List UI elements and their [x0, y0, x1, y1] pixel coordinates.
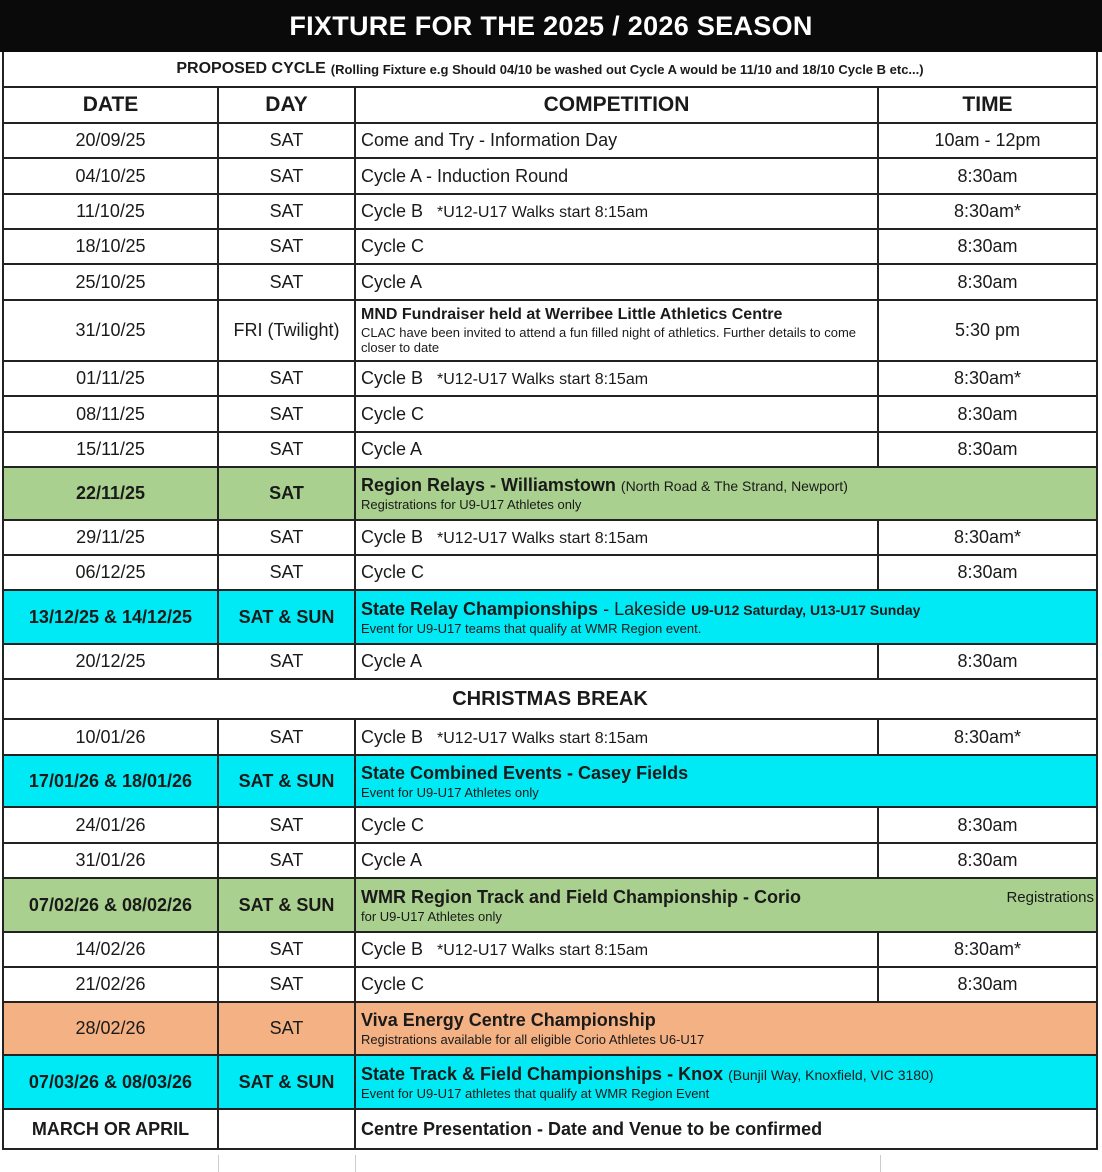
row-competition: [356, 933, 879, 966]
fixture-table: [2, 52, 1098, 1150]
row-competition: [356, 720, 879, 754]
competition-name: MND Fundraiser held at Werribee Little Athletics Centre: [361, 306, 783, 323]
competition-name: WMR Region Track and Field Championship - Corio: [361, 886, 802, 907]
walk-note: *U12-U17 Walks start 8:15am: [437, 729, 649, 747]
row-competition: [356, 195, 879, 228]
row-time: 8:30am: [957, 850, 1018, 870]
row-day: SAT: [219, 968, 356, 1001]
row-day: SAT & SUN: [219, 756, 356, 806]
row-competition: [356, 159, 879, 193]
row-date: 01/11/25: [4, 362, 219, 395]
row-day: SAT: [219, 844, 356, 877]
row-day: SAT: [219, 933, 356, 966]
competition-details: for U9-U17 Athletes only: [361, 908, 502, 924]
competition-name: Cycle A: [361, 850, 423, 870]
row-competition: [356, 844, 879, 877]
row-day: SAT: [219, 159, 356, 193]
row-date: 10/01/26: [4, 720, 219, 754]
competition-name: State Track & Field Championships - Knox: [361, 1063, 724, 1084]
competition-name: Cycle B: [361, 726, 424, 747]
cycle-note-detail: (Rolling Fixture e.g Should 04/10 be washed out Cycle A would be 11/10 and 18/10 Cycle B etc...): [330, 61, 924, 77]
walk-note: *U12-U17 Walks start 8:15am: [437, 530, 649, 547]
row-competition: [356, 468, 1096, 519]
competition-name: Cycle B: [361, 527, 424, 547]
table-row: [4, 968, 1096, 1003]
competition-name: Cycle A - Induction Round: [361, 165, 569, 186]
row-date: MARCH OR APRIL: [4, 1110, 219, 1148]
row-date: 17/01/26 & 18/01/26: [4, 756, 219, 806]
row-day: SAT: [219, 124, 356, 157]
header-row: [4, 88, 1096, 124]
table-row: [4, 362, 1096, 397]
row-day: FRI (Twilight): [219, 301, 356, 360]
row-time: 5:30 pm: [954, 320, 1021, 340]
row-competition: [356, 397, 879, 431]
registrations-note: Registrations: [1006, 889, 1094, 906]
competition-location: - Lakeside: [603, 598, 687, 619]
table-row: [4, 645, 1096, 680]
row-competition: [356, 230, 879, 263]
row-competition: [356, 556, 879, 589]
row-competition: [356, 521, 879, 554]
christmas-break: CHRISTMAS BREAK: [4, 680, 1096, 720]
row-date: 24/01/26: [4, 808, 219, 842]
competition-name: Cycle B: [361, 368, 424, 388]
row-time: 8:30am: [957, 562, 1018, 582]
table-row: [4, 468, 1096, 521]
row-time: 10am - 12pm: [934, 130, 1041, 150]
row-day: SAT: [219, 645, 356, 678]
row-date: 20/12/25: [4, 645, 219, 678]
row-date: 22/11/25: [4, 468, 219, 519]
row-date: 28/02/26: [4, 1003, 219, 1054]
row-competition: [356, 1110, 1096, 1148]
table-row: [4, 1003, 1096, 1056]
row-day: SAT & SUN: [219, 1056, 356, 1108]
row-date: 06/12/25: [4, 556, 219, 589]
table-row: [4, 159, 1096, 195]
competition-details: Registrations for U9-U17 Athletes only: [361, 497, 582, 512]
competition-details: Event for U9-U17 teams that qualify at WMR Region event.: [361, 620, 702, 636]
row-competition: [356, 124, 879, 157]
table-row: [4, 124, 1096, 159]
row-date: 21/02/26: [4, 968, 219, 1001]
row-day: SAT: [219, 397, 356, 431]
competition-name: Region Relays - Williamstown: [361, 475, 616, 495]
row-date: 29/11/25: [4, 521, 219, 554]
row-time: 8:30am: [957, 439, 1018, 459]
header-time: TIME: [962, 93, 1013, 116]
competition-name: Cycle C: [361, 814, 425, 835]
competition-name: Cycle A: [361, 439, 423, 459]
row-day: SAT: [219, 720, 356, 754]
row-time: 8:30am*: [953, 368, 1022, 388]
row-day: SAT: [219, 230, 356, 263]
table-row: [4, 556, 1096, 591]
competition-details: CLAC have been invited to attend a fun filled night of athletics. Further details to come closer to date: [361, 325, 857, 355]
competition-details: Registrations available for all eligible Corio Athletes U6-U17: [361, 1032, 705, 1047]
table-row: [4, 1056, 1096, 1110]
row-time: 8:30am: [957, 236, 1018, 256]
row-date: 25/10/25: [4, 265, 219, 299]
row-date: 14/02/26: [4, 933, 219, 966]
table-row: [4, 230, 1096, 265]
row-date: 18/10/25: [4, 230, 219, 263]
row-competition: [356, 808, 879, 842]
header-competition: COMPETITION: [356, 88, 879, 122]
table-row: [4, 301, 1096, 362]
row-competition: [356, 756, 1096, 806]
table-row: [4, 397, 1096, 433]
row-date: 13/12/25 & 14/12/25: [4, 591, 219, 643]
row-time: 8:30am: [957, 165, 1018, 186]
table-row: [4, 808, 1096, 844]
row-time: 8:30am: [957, 651, 1018, 671]
row-day: SAT: [219, 468, 356, 519]
row-day: SAT: [219, 808, 356, 842]
row-time: 8:30am*: [953, 527, 1022, 547]
row-day: SAT: [219, 556, 356, 589]
row-day: SAT: [219, 265, 356, 299]
table-row: [4, 265, 1096, 301]
row-day: SAT: [219, 433, 356, 466]
row-date: 07/02/26 & 08/02/26: [4, 879, 219, 931]
row-time: 8:30am: [957, 814, 1018, 835]
competition-name: Come and Try - Information Day: [361, 130, 618, 150]
table-footer-edge: [0, 1155, 1102, 1172]
walk-note: *U12-U17 Walks start 8:15am: [437, 204, 649, 221]
row-day: SAT & SUN: [219, 591, 356, 643]
table-row: [4, 844, 1096, 879]
table-row: [4, 433, 1096, 468]
row-date: 11/10/25: [4, 195, 219, 228]
row-competition: [356, 265, 879, 299]
row-competition: [356, 362, 879, 395]
competition-location: (North Road & The Strand, Newport): [620, 478, 848, 494]
row-competition: [356, 645, 879, 678]
page-title: FIXTURE FOR THE 2025 / 2026 SEASON: [0, 0, 1102, 52]
competition-schedule: U9-U12 Saturday, U13-U17 Sunday: [691, 601, 921, 618]
table-row: [4, 720, 1096, 756]
competition-name: State Combined Events - Casey Fields: [361, 762, 689, 783]
competition-name: Cycle B: [361, 201, 424, 221]
row-competition: [356, 301, 879, 360]
walk-note: *U12-U17 Walks start 8:15am: [437, 942, 649, 959]
table-row: [4, 591, 1096, 645]
row-date: 07/03/26 & 08/03/26: [4, 1056, 219, 1108]
row-competition: [356, 968, 879, 1001]
row-day: SAT: [219, 362, 356, 395]
header-day: DAY: [219, 88, 356, 122]
competition-name: Cycle A: [361, 271, 423, 292]
table-row: [4, 756, 1096, 808]
row-competition: [356, 433, 879, 466]
competition-name: Cycle C: [361, 974, 425, 994]
row-competition: [356, 1056, 1096, 1108]
walk-note: *U12-U17 Walks start 8:15am: [437, 371, 649, 388]
row-day: SAT: [219, 1003, 356, 1054]
row-time: 8:30am*: [953, 939, 1022, 959]
row-time: 8:30am*: [953, 201, 1022, 221]
cycle-note-label: PROPOSED CYCLE: [176, 60, 326, 77]
cycle-note: [4, 52, 1096, 88]
table-row: [4, 195, 1096, 230]
row-time: 8:30am: [957, 403, 1018, 424]
competition-name: Centre Presentation - Date and Venue to be confirmed: [361, 1118, 823, 1139]
row-date: 04/10/25: [4, 159, 219, 193]
row-time: 8:30am: [957, 974, 1018, 994]
competition-name: Cycle B: [361, 939, 424, 959]
row-day: SAT & SUN: [219, 879, 356, 931]
table-row: [4, 933, 1096, 968]
row-competition: [356, 1003, 1096, 1054]
row-date: 31/01/26: [4, 844, 219, 877]
competition-name: Cycle C: [361, 562, 425, 582]
row-competition: [356, 879, 1096, 931]
row-date: 31/10/25: [4, 301, 219, 360]
row-date: 20/09/25: [4, 124, 219, 157]
competition-location: (Bunjil Way, Knoxfield, VIC 3180): [728, 1066, 934, 1083]
row-competition: [356, 591, 1096, 643]
row-time: 8:30am*: [953, 726, 1022, 747]
row-day: SAT: [219, 195, 356, 228]
row-date: 15/11/25: [4, 433, 219, 466]
header-date: DATE: [4, 88, 219, 122]
competition-name: State Relay Championships: [361, 598, 599, 619]
competition-details: Event for U9-U17 Athletes only: [361, 784, 539, 800]
row-date: 08/11/25: [4, 397, 219, 431]
competition-name: Cycle C: [361, 403, 425, 424]
table-row: [4, 879, 1096, 933]
competition-name: Cycle C: [361, 236, 425, 256]
competition-name: Viva Energy Centre Championship: [361, 1010, 656, 1030]
row-time: 8:30am: [957, 271, 1018, 292]
table-row: [4, 1110, 1096, 1150]
row-day: [219, 1110, 356, 1148]
competition-name: Cycle A: [361, 651, 423, 671]
competition-details: Event for U9-U17 athletes that qualify at WMR Region Event: [361, 1085, 710, 1101]
row-day: SAT: [219, 521, 356, 554]
table-row: [4, 521, 1096, 556]
